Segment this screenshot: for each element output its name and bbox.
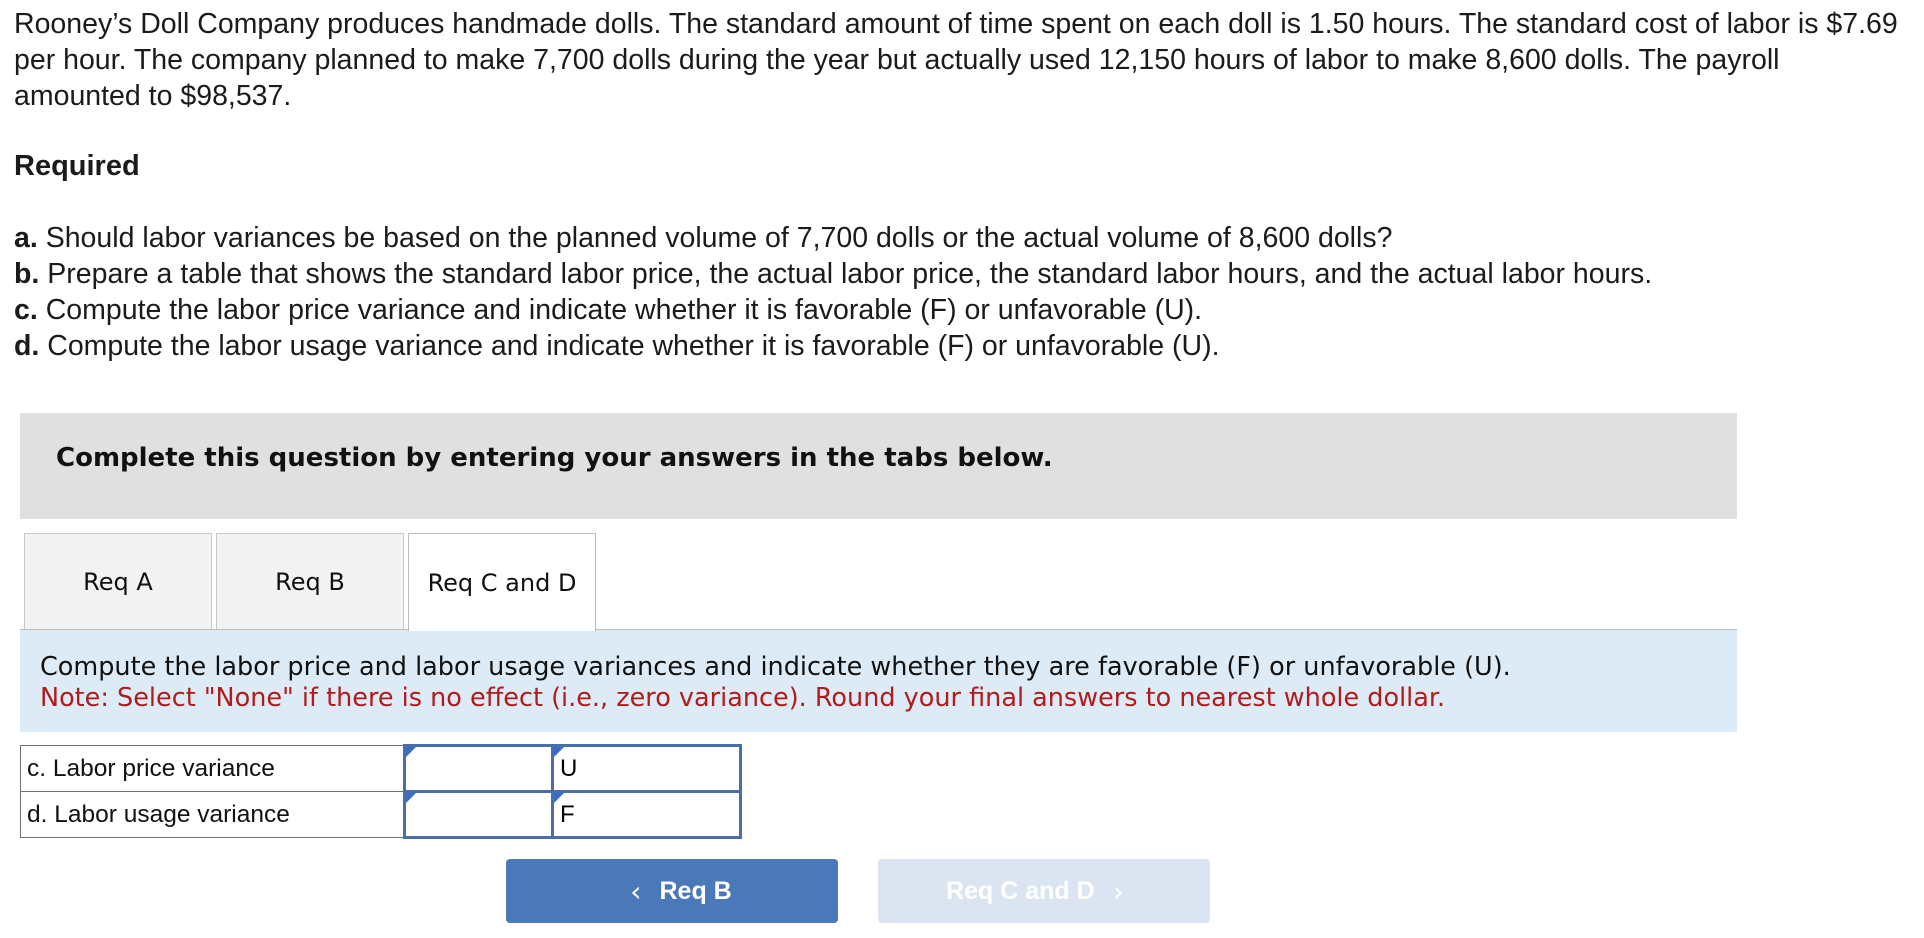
labor-price-variance-input[interactable] [406,749,551,789]
required-item-text: Compute the labor usage variance and indicate whether it is favorable (F) or unfavorable (U). [39,330,1220,362]
required-list [14,220,1914,364]
row-label-labor-price-variance: c. Labor price variance [21,746,405,792]
required-item-text: Compute the labor price variance and indicate whether it is favorable (F) or unfavorable (U). [37,294,1203,326]
next-button-label: Req C and D [946,876,1095,905]
banner-text: Complete this question by entering your answers in the tabs below. [56,443,1053,473]
required-item-d [14,328,1914,364]
required-item-a [14,220,1914,256]
labor-usage-variance-input[interactable] [406,795,551,835]
required-item-letter: d. [14,330,40,362]
instructions-note: Note: Select "None" if there is no effect (i.e., zero variance). Round your final answers to nearest whole dollar. [40,683,1446,713]
chevron-left-icon: ‹ [630,874,642,908]
tab-req-c-and-d[interactable]: Req C and D [408,533,596,631]
labor-price-effect-select[interactable] [554,749,739,789]
answer-table [20,744,742,839]
effect-cell [553,792,741,838]
table-row [21,792,741,838]
required-item-text: Prepare a table that shows the standard labor price, the actual labor price, the standard labor hours, and the actual labor hours. [39,258,1653,290]
instructions-banner [20,413,1737,519]
tab-instructions [20,630,1737,732]
required-item-text: Should labor variances be based on the planned volume of 7,700 dolls or the actual volume of 8,600 dolls? [37,222,1393,254]
prev-button-label: Req B [659,876,732,905]
effect-cell [553,746,741,792]
instructions-text: Compute the labor price and labor usage variances and indicate whether they are favorable (F) or unfavorable (U). [40,652,1511,682]
required-item-b [14,256,1914,292]
tab-req-b[interactable]: Req B [216,533,404,629]
problem-paragraph: Rooney’s Doll Company produces handmade dolls. The standard amount of time spent on each doll is 1.50 hours. The standard cost of labor is $7.69 per hour. The company planned to make 7,700 dolls during the year but actually used 12,150 hours of labor to make 8,600 dolls. The payroll amounted to $98,537. [14,8,1898,112]
next-req-button[interactable] [878,859,1210,923]
amount-cell [405,746,553,792]
prev-req-button[interactable] [506,859,838,923]
labor-usage-effect-select[interactable] [554,795,739,835]
required-heading: Required [14,150,140,182]
required-item-c [14,292,1914,328]
required-item-letter: c. [14,294,38,326]
required-item-letter: b. [14,258,40,290]
required-item-letter: a. [14,222,38,254]
row-label-labor-usage-variance: d. Labor usage variance [21,792,405,838]
tab-req-a[interactable]: Req A [24,533,212,629]
amount-cell [405,792,553,838]
table-row [21,746,741,792]
chevron-right-icon: › [1112,874,1124,908]
